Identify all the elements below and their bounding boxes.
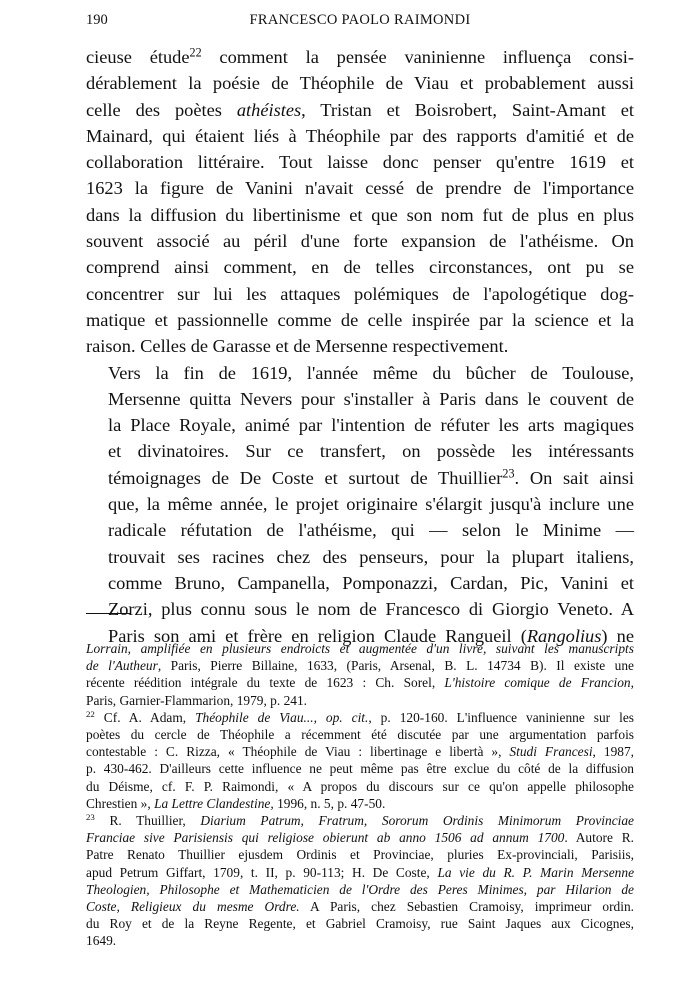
text-line: comme Bruno, Campanella, Pomponazzi, Cardan, Pic, Vanini et bbox=[108, 572, 634, 593]
text-line: 1623 la figure de Vanini n'avait cessé de prendre de l'importance bbox=[86, 178, 634, 199]
footnote-23 bbox=[86, 812, 634, 950]
text-line: Mainard, qui étaient liés à Théophile par des rapports d'amitié et de bbox=[86, 125, 634, 146]
page-header bbox=[86, 12, 634, 36]
footnote-number: 22 bbox=[86, 708, 95, 719]
footnote-22 bbox=[86, 709, 634, 812]
footnote-line: du Roy et de la Reyne Regente, et Gabriel Cramoisy, rue Saint Jaques aux Cicognes, bbox=[86, 916, 634, 932]
text-line: raison. Celles de Garasse et de Mersenne respectivement. bbox=[86, 336, 509, 357]
text-line: dans la diffusion du libertinisme et que son nom fut de plus en plus bbox=[86, 204, 634, 225]
footnote-line: Chrestien », La Lettre Clandestine, 1996, n. 5, p. 47-50. bbox=[86, 795, 386, 811]
paragraph-2 bbox=[86, 360, 634, 649]
text-line: témoignages de De Coste et surtout de Thuillier$^{23}$. On sait ainsi bbox=[108, 466, 635, 488]
footnote-line: de l'Autheur, Paris, Pierre Billaine, 1633, (Paris, Arsenal, B. L. 14734 B). Il existe une bbox=[86, 658, 634, 674]
text-line: dérablement la poésie de Théophile de Viau et probablement aussi bbox=[86, 73, 634, 94]
text-line: Mersenne quitta Nevers pour s'installer à Paris dans le couvent de bbox=[108, 388, 634, 409]
text-line: Paris son ami et frère en religion Claude Rangueil (Rangolius) ne bbox=[108, 625, 634, 646]
footnote-line: Lorrain, amplifiée en plusieurs endroicts et augmentée d'un livre, suivant les manuscripts bbox=[86, 641, 634, 656]
text-line: matique et passionnelle comme de celle inspirée par la science et la bbox=[86, 309, 634, 330]
footnote-line: Patre Renato Thuillier ejusdem Ordinis et Provinciae, pluries Ex-provinciali, Parisiis, bbox=[86, 847, 634, 863]
text-line: souvent associé au péril d'une forte expansion de l'athéisme. On bbox=[86, 231, 634, 252]
footnote-line: Coste, Religieux du mesme Ordre. A Paris, chez Sebastien Cramoisy, imprimeur ordin. bbox=[86, 899, 634, 915]
text-line: que, la même année, le projet originaire s'élargit jusqu'à inclure une bbox=[108, 494, 634, 515]
text-line: comprend ainsi comment, en de telles circonstances, ont pu se bbox=[86, 257, 634, 278]
footnote-ref-22: 22 bbox=[189, 45, 202, 60]
text-line: Zorzi, plus connu sous le nom de Francesco di Giorgio Veneto. A bbox=[108, 599, 634, 620]
text-line: Vers la fin de 1619, l'année même du bûcher de Toulouse, bbox=[108, 362, 634, 383]
footnote-line: contestable : C. Rizza, « Théophile de Viau : libertinage e libertà », Studi Francesi, 1987, bbox=[86, 744, 635, 760]
text-line: celle des poètes athéistes, Tristan et Boisrobert, Saint-Amant et bbox=[86, 99, 634, 120]
footnote-line: Paris, Garnier-Flammarion, 1979, p. 241. bbox=[86, 692, 308, 708]
footnote-separator bbox=[86, 613, 130, 614]
footnote-continuation bbox=[86, 640, 634, 709]
page-number: 190 bbox=[86, 12, 108, 28]
text-line: la Place Royale, animé par l'intention de réfuter les arts magiques bbox=[108, 415, 634, 436]
footnote-line: poètes du cercle de Théophile a récemment été discutée par une argumentation parfois bbox=[86, 727, 634, 743]
footnote-line: Franciae sive Parisiensis qui religiose obierunt ab anno 1506 ad annum 1700. Autore R. bbox=[86, 830, 634, 846]
footnote-line: apud Petrum Giffart, 1709, t. II, p. 90-113; H. De Coste, La vie du R. P. Marin Mersenne bbox=[86, 864, 635, 880]
footnote-number: 23 bbox=[86, 812, 95, 823]
footnote-line: 1649. bbox=[86, 933, 117, 949]
text-line: trouvait ses racines chez des penseurs, pour la plupart italiens, bbox=[108, 546, 634, 567]
footnote-line: Theologien, Philosophe et Mathematicien de l'Ordre des Peres Minimes, par Hilarion de bbox=[86, 881, 634, 897]
paragraph-1 bbox=[86, 44, 634, 360]
footnotes bbox=[86, 640, 634, 950]
footnote-ref-23: 23 bbox=[502, 466, 515, 481]
footnote-line: $^{23}$ R. Thuillier, Diarium Patrum, Fratrum, Sororum Ordinis Minimorum Provinciae bbox=[86, 812, 635, 829]
footnote-line: du Déisme, cf. F. P. Raimondi, « A propos du discours sur ce qu'on appelle philosophe bbox=[86, 778, 634, 794]
text-line: cieuse étude$^{22}$ comment la pensée vaninienne influença consi- bbox=[86, 45, 635, 67]
text-line: collaboration littéraire. Tout laisse donc penser qu'entre 1619 et bbox=[86, 152, 634, 173]
running-head: FRANCESCO PAOLO RAIMONDI bbox=[249, 12, 471, 28]
footnote-line: récente réédition intégrale du texte de 1623 : Ch. Sorel, L'histoire comique de Francion, bbox=[86, 675, 634, 691]
footnote-line: p. 430-462. D'ailleurs cette influence ne peut même pas être exclue du côté de la diffusion bbox=[86, 761, 634, 777]
footnote-line: $^{22}$ Cf. A. Adam, Théophile de Viau..., op. cit., p. 120-160. L'influence vaninienne sur les bbox=[86, 708, 634, 725]
text-line: concentrer sur lui les attaques polémiques de l'apologétique dog- bbox=[86, 283, 634, 304]
main-text bbox=[86, 44, 634, 649]
text-line: et divinatoires. Sur ce transfert, on possède les intéressants bbox=[108, 441, 634, 462]
text-line: radicale réfutation de l'athéisme, qui — selon le Minime — bbox=[108, 520, 634, 541]
